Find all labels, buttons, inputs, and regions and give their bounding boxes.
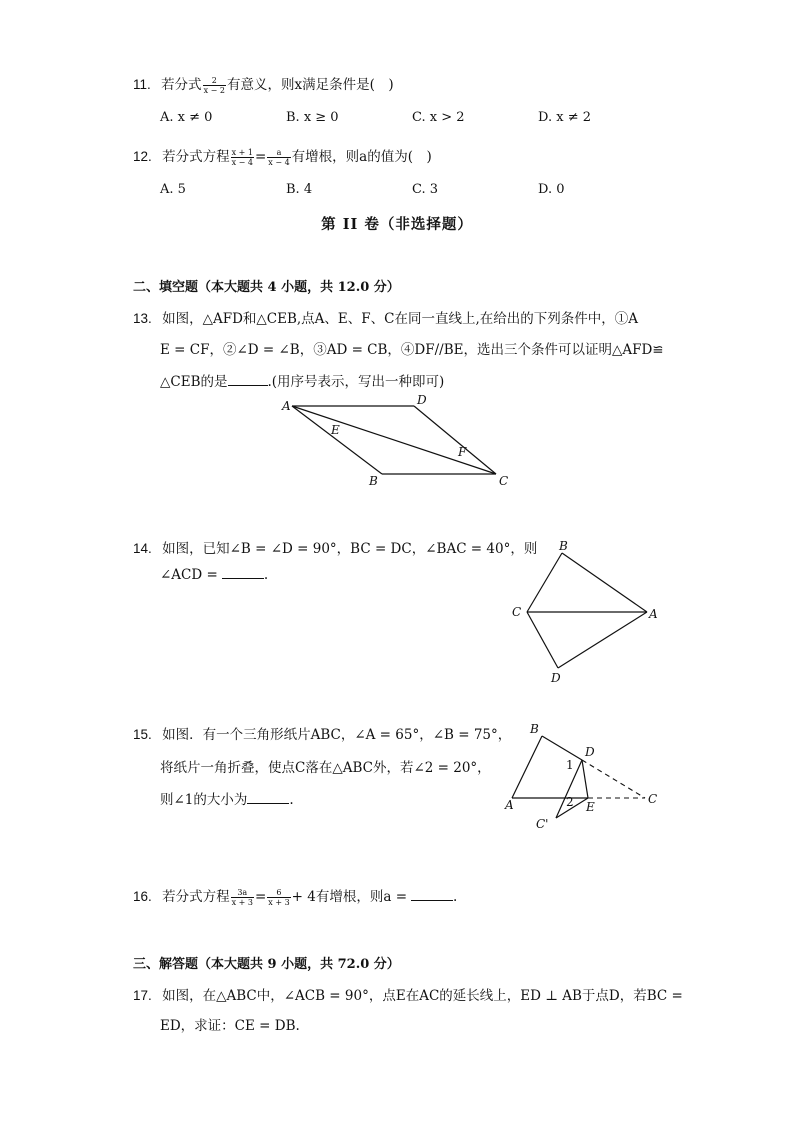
q13-line1 [133,307,638,327]
q12-fraction-right: $\frac{a}{x - 4}$ [268,148,290,167]
q14-line1 [133,537,537,557]
q17-number: 17. [133,988,152,1003]
q16-answer-blank[interactable] [411,900,453,901]
q13-label-d: D [417,393,427,407]
q12-text-pre: 若分式方程 [162,149,230,165]
q13-label-b: B [369,474,378,488]
q15-line3 [160,788,294,808]
q14-text-line2-pre: ∠ACD = [160,567,218,583]
q13-text-line3-post: .(用序号表示，写出一种即可) [267,374,445,390]
q11-stem [133,73,394,95]
q13-segment-dc [414,406,496,474]
q16-text-post: . [453,889,458,905]
q14-line2 [160,567,268,583]
q12-stem [133,145,432,167]
q11-option-d[interactable]: D. x ≠ 2 [538,110,591,125]
q14-label-a: A [649,607,658,621]
q13-answer-blank[interactable] [228,385,268,386]
q17-line1 [133,984,683,1004]
q15-dashed-dc [582,760,645,798]
q14-number: 14. [133,541,152,556]
q11-option-c[interactable]: C. x > 2 [412,110,465,125]
q15-label-d: D [585,745,595,759]
q14-label-c: C [512,605,522,619]
q13-line2: E = CF，②∠D = ∠B，③AD = CB，④DF//BE，选出三个条件可以证明△AFD≌ [160,342,664,358]
q16-fraction-right: $\frac{6}{x + 3}$ [268,888,290,907]
q17-text-line1: 如图，在△ABC中，∠ACB = 90°，点E在AC的延长线上，ED ⊥ AB于点D，若BC = [162,988,683,1004]
q16-number: 16. [133,889,152,904]
q15-segment-ab [512,736,542,798]
q11-text-post: 有意义，则x满足条件是( ) [226,77,394,93]
q12-option-a[interactable]: A. 5 [160,182,186,197]
q15-label-b: B [530,722,539,736]
q15-text-line3-pre: 则∠1的大小为 [160,792,248,808]
q16-text-mid: + 4有增根，则a = [291,889,408,905]
q15-number: 15. [133,727,152,742]
q17-line2: ED，求证：CE = DB. [160,1018,300,1034]
q15-line1 [133,723,511,743]
q15-text-line1: 如图．有一个三角形纸片ABC，∠A = 65°，∠B = 75°， [162,727,512,743]
q13-number: 13. [133,311,152,326]
q14-segment-cd [527,612,558,668]
q11-number: 11. [133,77,151,92]
q12-option-d[interactable]: D. 0 [538,182,565,197]
q15-text-line3-post: . [289,792,294,808]
q16-fraction-left: $\frac{3a}{x + 3}$ [231,888,253,907]
q13-label-a: A [282,399,291,413]
q14-text-line2-post: . [263,567,269,583]
section3-heading: 三、解答题（本大题共 9 小题，共 72.0 分） [133,957,400,972]
q14-segment-ba [562,553,647,612]
q13-text-line1: 如图，△AFD和△CEB,点A、E、F、C在同一直线上,在给出的下列条件中，①A [162,311,639,327]
q15-segment-ec-prime [556,798,588,818]
q15-answer-blank[interactable] [247,803,289,804]
q14-label-d: D [551,671,561,685]
q12-fraction-left: $\frac{x + 1}{x - 4}$ [231,148,253,167]
q15-line2: 将纸片一角折叠，使点C落在△ABC外，若∠2 = 20°， [160,760,491,776]
q12-text-post: 有增根，则a的值为( ) [291,149,432,165]
q15-segment-de [582,760,588,798]
q15-segment-bd [542,736,582,760]
q13-segment-ab [292,406,382,474]
q15-label-angle2: 2 [566,795,574,809]
q12-equals: = [254,149,267,165]
q13-text-line3-pre: △CEB的是 [160,374,228,390]
q13-label-c: C [499,474,509,488]
q15-label-c: C [648,792,658,806]
q16-stem [133,885,457,907]
q15-segment-dc-prime [556,760,582,818]
q14-segment-bc [527,553,562,612]
part2-title: 第 II 卷（非选择题） [321,216,473,233]
q11-option-a[interactable]: A. x ≠ 0 [160,110,213,125]
q13-segment-ac [292,406,496,474]
q16-equals: = [254,889,267,905]
q14-label-b: B [559,539,568,553]
section2-heading: 二、填空题（本大题共 4 小题，共 12.0 分） [133,280,400,295]
q16-text-pre: 若分式方程 [162,889,230,905]
q15-label-c-prime: C' [536,817,549,831]
q12-number: 12. [133,149,152,164]
q14-segment-da [558,612,647,668]
q12-option-b[interactable]: B. 4 [286,182,313,197]
q13-label-f: F [458,445,467,459]
q11-option-b[interactable]: B. x ≥ 0 [286,110,339,125]
q12-option-c[interactable]: C. 3 [412,182,439,197]
q14-text-line1: 如图，已知∠B = ∠D = 90°，BC = DC，∠BAC = 40°，则 [162,541,538,557]
q15-label-a: A [505,798,514,812]
q11-fraction: $\frac{2}{x - 2}$ [203,76,225,95]
q15-label-e: E [586,800,595,814]
q13-label-e: E [331,423,340,437]
q11-text-pre: 若分式 [161,77,202,93]
q14-answer-blank[interactable] [222,578,264,579]
q13-line3 [160,370,444,390]
q15-label-angle1: 1 [566,758,574,772]
